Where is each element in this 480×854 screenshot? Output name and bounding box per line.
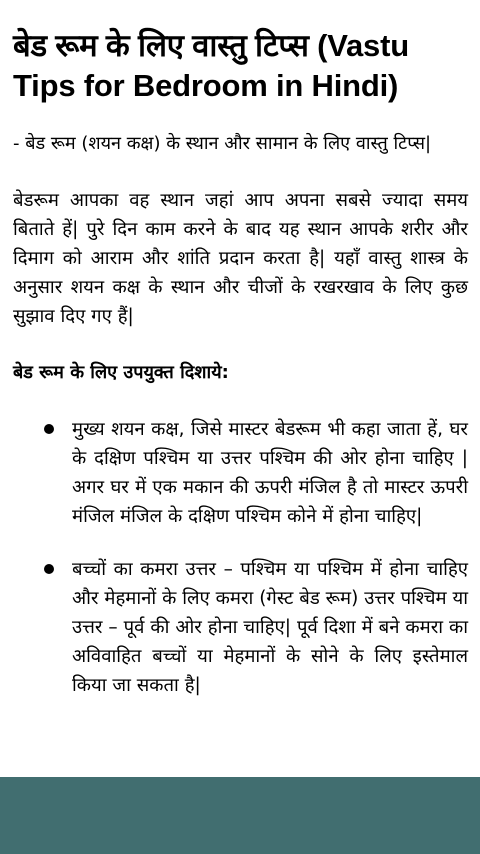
list-item [13,555,468,700]
article-subtitle: - बेड रूम (शयन कक्ष) के स्थान और सामान के लिए वास्तु टिप्स| [13,133,432,154]
list-item-text: बच्चों का कमरा उत्तर – पश्चिम या पश्चिम में होना चाहिए और मेहमानों के लिए कमरा (गेस्ट बेड रूम) उत्तर पश्चिम या उत्तर – पूर्व की ओर होना चाहिए| पूर्व दिशा में बने कमरा का अविवाहित बच्चों या मेहमानों के सोने के लिए इस्तेमाल किया जा सकता है| [72,559,468,696]
bullet-icon [44,424,54,434]
section-heading: बेड रूम के लिए उपयुक्त दिशाये: [13,362,229,383]
article-title: बेड रूम के लिए वास्तु टिप्स (Vastu Tips for Bedroom in Hindi) [13,28,409,103]
list-item [13,415,468,531]
direction-list [13,415,468,700]
bottom-banner-bar[interactable] [0,777,480,854]
intro-paragraph: बेडरूम आपका वह स्थान जहां आप अपना सबसे ज्यादा समय बिताते हें| पुरे दिन काम करने के बाद यह स्थान आपके शरीर और दिमाग को आराम और शांति प्रदान करता है| यहाँ वास्तु शास्त्र के अनुसार शयन कक्ष के स्थान और चीजों के रखरखाव के लिए कुछ सुझाव दिए गए हैं| [13,190,468,327]
list-item-text: मुख्य शयन कक्ष, जिसे मास्टर बेडरूम भी कहा जाता हें, घर के दक्षिण पश्चिम या उत्तर पश्चिम की ओर होना चाहिए | अगर घर में एक मकान की ऊपरी मंजिल है तो मास्टर ऊपरी मंजिल मंजिल के दक्षिण पश्चिम कोने में होना चाहिए| [72,419,468,527]
bullet-icon [44,564,54,574]
